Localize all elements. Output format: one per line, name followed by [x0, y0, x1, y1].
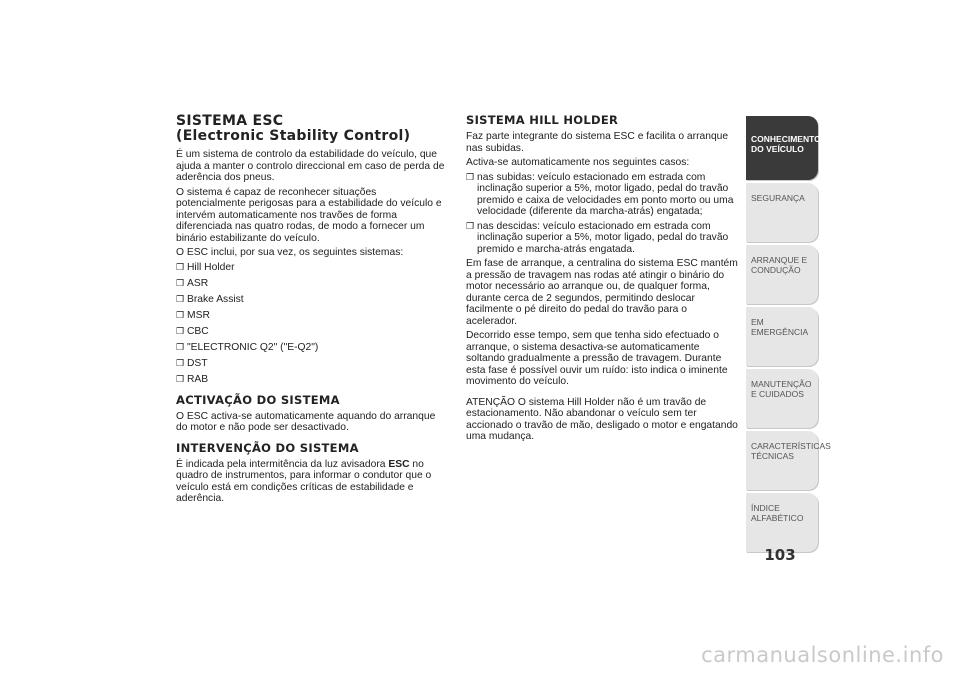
- description-paragraph: O sistema é capaz de reconhecer situações potencialmente perigosas para a estabilidade do veículo e intervém automaticamente nos travões de forma diferenciada nas quatro rodas, de modo a fornecer um binário estabilizante do veículo.: [176, 186, 442, 244]
- checkbox-bullet-icon: ❒: [176, 374, 185, 385]
- checkbox-bullet-icon: ❒: [176, 341, 185, 352]
- tab-conhecimento-do-veiculo[interactable]: CONHECIMENTO DO VEÍCULO: [746, 116, 818, 180]
- checkbox-bullet-icon: ❒: [176, 277, 185, 288]
- list-item: ❒ ASR: [176, 277, 209, 289]
- tab-manutencao-e-cuidados[interactable]: MANUTENÇÃO E CUIDADOS: [746, 369, 818, 428]
- checkbox-bullet-icon: ❒: [466, 220, 475, 231]
- list-item: ❒ nas descidas: veículo estacionado em estrada com inclinação superior a 5%, motor ligado, pedal do travão premido e marcha-atrás engatada.: [466, 220, 729, 255]
- tab-arranque-e-conducao[interactable]: ARRANQUE E CONDUÇÃO: [746, 245, 818, 304]
- hill-holder-intro: Faz parte integrante do sistema ESC e facilita o arranque nas subidas.: [466, 131, 729, 154]
- checkbox-bullet-icon: ❒: [176, 293, 185, 304]
- esc-label: ESC: [388, 458, 410, 470]
- section-title: [176, 114, 446, 144]
- intervention-heading: INTERVENÇÃO DO SISTEMA: [176, 440, 359, 455]
- tab-em-emergencia[interactable]: EM EMERGÊNCIA: [746, 307, 818, 366]
- checkbox-bullet-icon: ❒: [176, 261, 185, 272]
- cases-list: [466, 172, 740, 256]
- list-item: ❒ DST: [176, 358, 208, 370]
- tab-indice-alfabetico[interactable]: ÍNDICE ALFABÉTICO: [746, 493, 818, 552]
- checkbox-bullet-icon: ❒: [466, 171, 475, 182]
- list-item: ❒ nas subidas: veículo estacionado em estrada com inclinação superior a 5%, motor ligado, pedal do travão premido e caixa de velocidades em ponto morto ou uma velocidade (diferente da marcha-atrás) engatada;: [466, 171, 734, 217]
- checkbox-bullet-icon: ❒: [176, 358, 185, 369]
- after-time-paragraph: Decorrido esse tempo, sem que tenha sido efectuado o arranque, o sistema desactiva-se automaticamente soltando gradualmente a pressão de travagem. Durante esta fase é possível ouvir um ruído: isto indica o iminente movimento do veículo.: [466, 330, 728, 387]
- title-line-2: (Electronic Stability Control): [176, 128, 411, 144]
- tab-seguranca[interactable]: SEGURANÇA: [746, 183, 818, 242]
- list-item: ❒ "ELECTRONIC Q2" ("E-Q2"): [176, 341, 319, 353]
- intervention-text: É indicada pela intermitência da luz avisadora ESC no quadro de instrumentos, para informar o condutor que o veículo está em condições críticas de estabilidade e aderência.: [176, 458, 432, 505]
- systems-list: [176, 262, 446, 386]
- activation-text: O ESC activa-se automaticamente aquando do arranque do motor e não pode ser desactivado.: [176, 410, 436, 434]
- list-item: ❒ RAB: [176, 374, 209, 386]
- systems-intro: O ESC inclui, por sua vez, os seguintes sistemas:: [176, 247, 404, 258]
- activation-heading: ACTIVAÇÃO DO SISTEMA: [176, 392, 340, 407]
- list-item: ❒ MSR: [176, 309, 210, 321]
- page-number: 103: [764, 546, 796, 564]
- right-column: [466, 114, 740, 446]
- activation-cases-intro: Activa-se automaticamente nos seguintes casos:: [466, 157, 690, 168]
- checkbox-bullet-icon: ❒: [176, 325, 185, 336]
- intro-paragraph: É um sistema de controlo da estabilidade do veículo, que ajuda a manter o controlo direccional em caso de perda de aderência dos pneus.: [176, 149, 445, 183]
- watermark: carmanualsonline.info: [701, 643, 944, 667]
- left-column: [176, 114, 446, 508]
- checkbox-bullet-icon: ❒: [176, 309, 185, 320]
- hill-holder-heading: SISTEMA HILL HOLDER: [466, 113, 619, 127]
- start-phase-paragraph: Em fase de arranque, a centralina do sistema ESC mantém a pressão de travagem nas rodas até atingir o binário do motor necessário ao arranque ou, de qualquer forma, durante cerca de 2 segundos, permitindo deslocar facilmente o pé direito do pedal do travão para o acelerador.: [466, 258, 738, 327]
- chapter-tabs: [746, 116, 831, 555]
- list-item: ❒ Brake Assist: [176, 293, 244, 305]
- title-line-1: SISTEMA ESC: [176, 113, 284, 129]
- list-item: ❒ Hill Holder: [176, 261, 235, 273]
- tab-caracteristicas-tecnicas[interactable]: CARACTERÍSTICAS TÉCNICAS: [746, 431, 818, 490]
- warning-paragraph: ATENÇÃO O sistema Hill Holder não é um travão de estacionamento. Não abandonar o veículo sem ter accionado o travão de mão, desligado o motor e engatando uma mudança.: [466, 396, 738, 442]
- list-item: ❒ CBC: [176, 325, 209, 337]
